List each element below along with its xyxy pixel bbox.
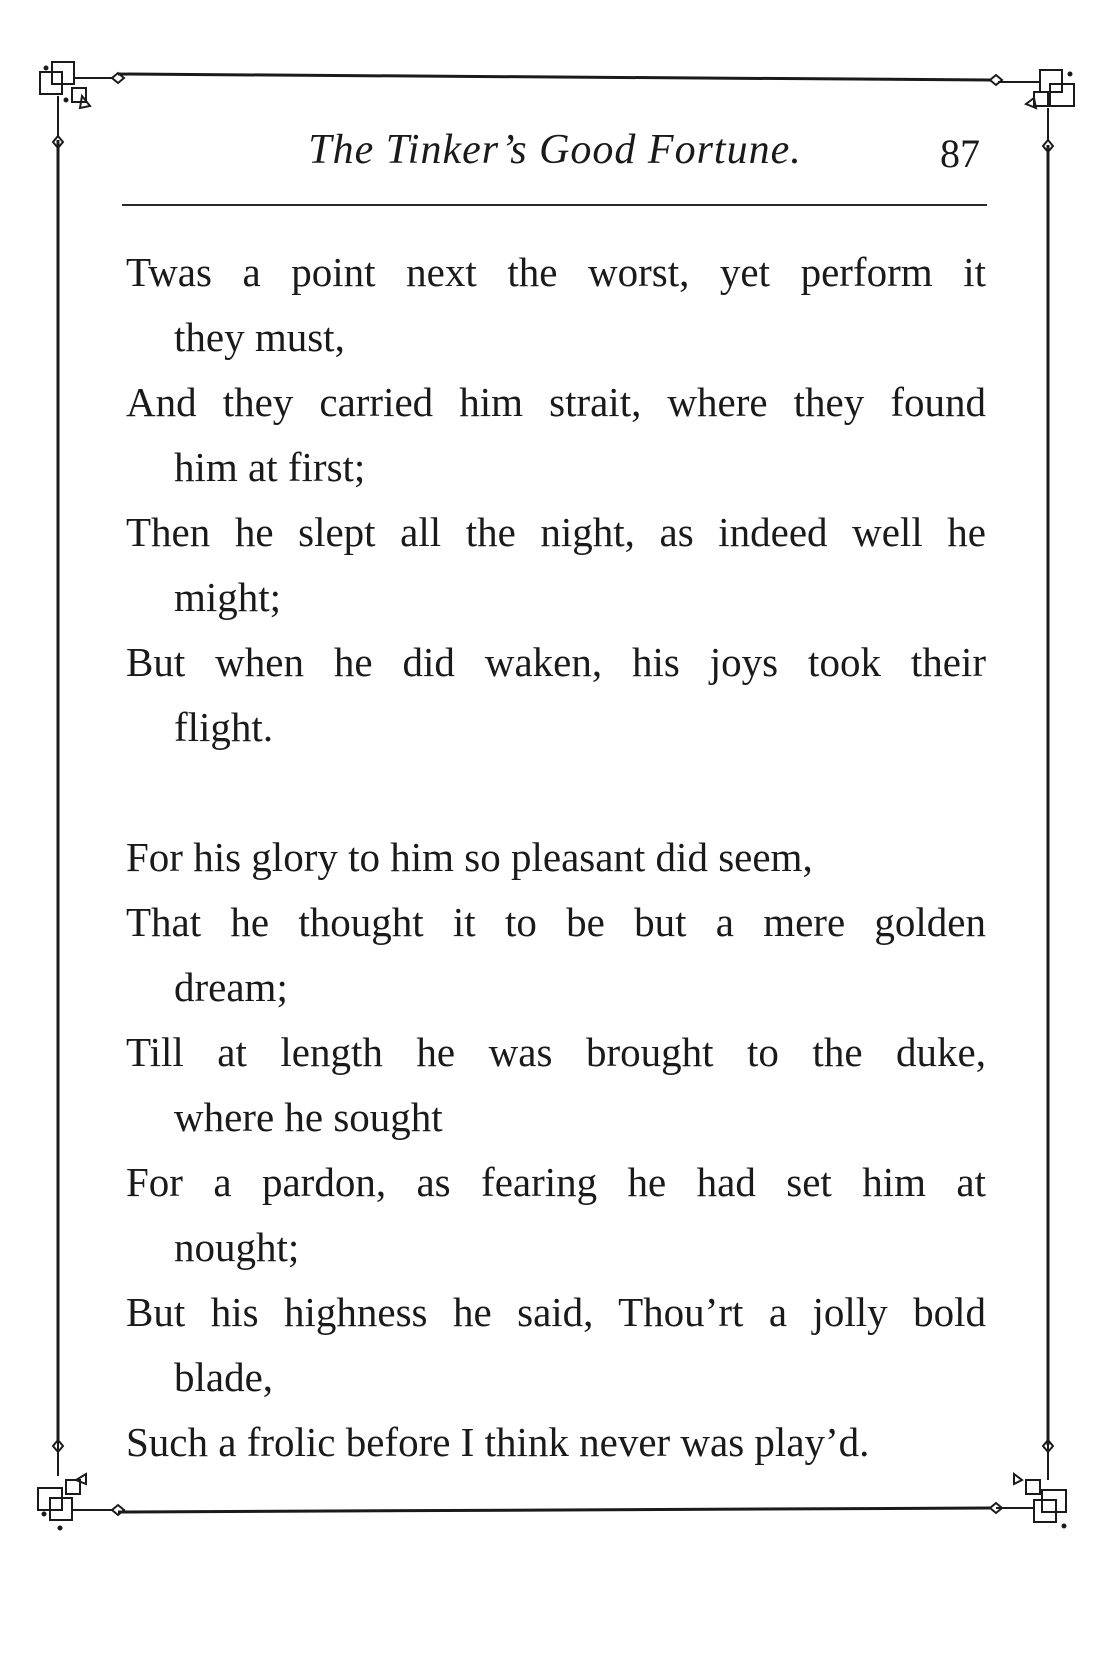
- header-rule: [122, 204, 987, 206]
- poem-line: might;: [174, 574, 282, 620]
- poem-line: Twas a point next the worst, yet perform it: [126, 249, 986, 295]
- page-number: 87: [940, 131, 980, 176]
- poem-line: But his highness he said, Thou’rt a jolly bold: [126, 1289, 986, 1335]
- floral-corner-icon: [40, 62, 124, 148]
- poem-line: Such a frolic before I think never was play’d.: [126, 1419, 870, 1465]
- poem-line: Till at length he was brought to the duke,: [126, 1029, 986, 1075]
- poem-line: That he thought it to be but a mere golden: [126, 899, 986, 945]
- poem-line: they must,: [174, 314, 345, 360]
- poem-line: nought;: [174, 1224, 300, 1270]
- poem-line: But when he did waken, his joys took their: [126, 639, 986, 685]
- floral-corner-icon: [990, 70, 1074, 152]
- poem-line: And they carried him strait, where they found: [126, 379, 986, 425]
- stanza-gap: [126, 760, 986, 825]
- running-title: The Tinker’s Good Fortune.: [308, 127, 802, 173]
- poem-line: where he sought: [174, 1094, 443, 1140]
- floral-corner-icon: [990, 1440, 1066, 1528]
- stanza: [126, 825, 986, 1475]
- poem-line: blade,: [174, 1354, 274, 1400]
- poem-line: flight.: [174, 704, 274, 750]
- poem-line: dream;: [174, 964, 288, 1010]
- poem-line: For his glory to him so pleasant did seem,: [126, 834, 813, 880]
- poem-line: him at first;: [174, 444, 366, 490]
- stanza: [126, 240, 986, 760]
- poem-line: For a pardon, as fearing he had set him at: [126, 1159, 986, 1205]
- page-header: [120, 118, 990, 178]
- poem-line: Then he slept all the night, as indeed well he: [126, 509, 986, 555]
- floral-corner-icon: [38, 1440, 124, 1530]
- poem-body: [126, 240, 986, 1475]
